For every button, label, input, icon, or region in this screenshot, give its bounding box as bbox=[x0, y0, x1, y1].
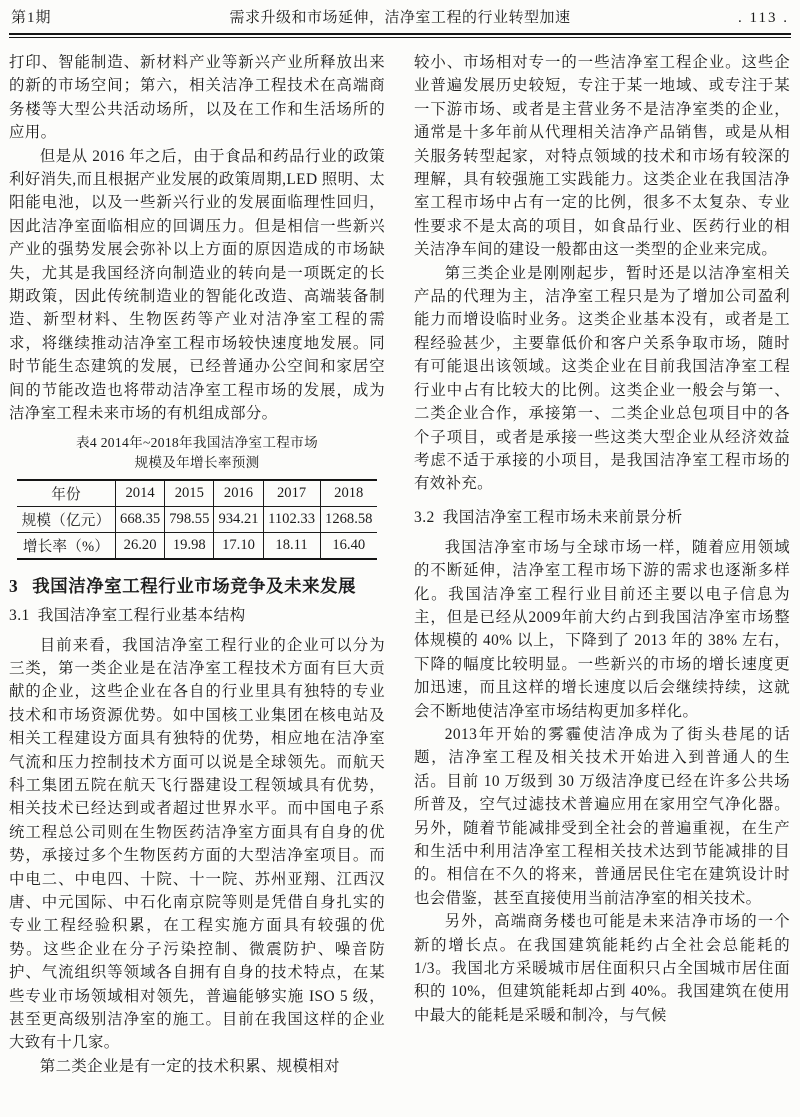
table-cell: 2018 bbox=[320, 480, 377, 507]
table-cell: 18.11 bbox=[263, 532, 320, 559]
paragraph-second-type-cont: 较小、市场相对专一的一些洁净室工程企业。这些企业普遍发展历史较短，专注于某一地域、或专注于某一下游市场、或者是主营业务不是洁净室类的企业，通常是十多年前从代理相关洁净产品销售，或是从相关服务转型起家，对特点领域的技术和市场有较深的理解，具有较强施工实践能力。这类企业在我国洁净室工程市场中占有一定的比例，很多不太复杂、专业性要求不是太高的项目，如食品行业、医药行业的相关洁净车间的建设一般都由这一类型的企业来完成。 bbox=[414, 54, 790, 259]
paragraph-continuation: 打印、智能制造、新材料产业等新兴产业所释放出来的新的市场空间；第六，相关洁净工程技术在高端商务楼等大型公共活动场所，以及在工作和生活场所的应用。 bbox=[9, 54, 385, 142]
table-cell: 17.10 bbox=[214, 532, 263, 559]
right-column bbox=[414, 51, 790, 1078]
section-3-heading bbox=[9, 573, 385, 599]
table-cell: 1268.58 bbox=[320, 506, 377, 532]
table-cell: 668.35 bbox=[116, 506, 165, 532]
table-cell: 1102.33 bbox=[263, 506, 320, 532]
table-row-scale bbox=[17, 506, 377, 532]
section-3-2-title: 我国洁净室工程市场未来前景分析 bbox=[442, 508, 683, 526]
table-row-growth bbox=[17, 532, 377, 559]
table-caption-line2: 规模及年增长率预测 bbox=[134, 454, 260, 470]
left-column bbox=[9, 51, 385, 1078]
paragraph-2016: 但是从 2016 年之后，由于食品和药品行业的政策利好消失,而且根据产业发展的政策周期,LED 照明、太阳能电池，以及一些新兴行业的发展面临理性回归，因此洁净室面临相应的回调压力。但是相信一些新兴产业的强势发展会弥补以上方面的原因造成的市场缺失，尤其是我国经济向制造业的转向是一项既定的长期政策，因此传统制造业的智能化改造、高端装备制造、新型材料、生物医药等产业对洁净室工程的需求，将继续推动洁净室工程市场较快速度地发展。同时节能生态建筑的发展，已经普通办公空间和家居空间的节能改造也将带动洁净室工程市场的发展，成为洁净室工程未来市场的有机组成部分。 bbox=[9, 147, 385, 423]
table-cell: 2017 bbox=[263, 480, 320, 507]
paragraph-three-types: 目前来看，我国洁净室工程行业的企业可以分为三类，第一类企业是在洁净室工程技术方面有巨大贡献的企业，这些企业在各自的行业里具有独特的专业技术和市场资源优势。如中国核工业集团在核电站及相关工程建设方面具有独特的优势，相应地在洁净室气流和压力控制技术方面可以说是全球领先。而航天科工集团五院在航天飞行器建设工程领域具有优势，相关技术已经达到或者超过世界水平。而中国电子系统工程总公司则在生物医药洁净室方面具有自身的优势，承接过多个生物医药方面的大型洁净室项目。而中电二、中电四、十院、十一院、苏州亚翔、江西汉唐、中元国际、中石化南京院等则是凭借自身扎实的专业工程经验积累，在工程实施方面具有较强的优势。这些企业在分子污染控制、微震防护、噪音防护、气流组织等领域各自拥有自身的技术特点，在某些专业市场领域相对领先，普遍能够实施 ISO 5 级，甚至更高级别洁净室的施工。目前在我国这样的企业大致有十几家。 bbox=[9, 636, 385, 1052]
table-cell: 934.21 bbox=[214, 506, 263, 532]
section-3-1-number: 3.1 bbox=[9, 606, 30, 624]
page-number: . 113 . bbox=[738, 10, 789, 26]
table-cell: 2015 bbox=[165, 480, 214, 507]
section-3-number: 3 bbox=[9, 575, 19, 596]
table-caption bbox=[9, 433, 385, 473]
section-3-1-title: 我国洁净室工程行业基本结构 bbox=[37, 606, 246, 624]
paper-title: 需求升级和市场延伸，洁净室工程的行业转型加速 bbox=[229, 10, 571, 26]
section-3-1-heading bbox=[9, 604, 385, 628]
table-row-header bbox=[17, 480, 377, 507]
table-caption-line1: 表4 2014年~2018年我国洁净室工程市场 bbox=[76, 434, 318, 450]
table-cell: 16.40 bbox=[320, 532, 377, 559]
table-cell: 年份 bbox=[51, 486, 81, 503]
issue-label: 第1期 bbox=[11, 10, 52, 26]
running-head bbox=[9, 6, 791, 30]
header-rule bbox=[9, 33, 791, 38]
table-cell: 2016 bbox=[214, 480, 263, 507]
section-3-2-heading bbox=[414, 506, 790, 530]
paragraph-third-type: 第三类企业是刚刚起步，暂时还是以洁净室相关产品的代理为主，洁净室工程只是为了增加公司盈利能力而增设临时业务。这类企业基本没有，或者是工程经验甚少，主要靠低价和客户关系争取市场，随时有可能退出该领域。这类企业在目前我国洁净室工程行业中占有比较大的比例。这类企业一般会与第一、二类企业合作，承接第一、二类企业总包项目中的各个子项目，或者是承接一些这类大型企业从经济效益考虑不适于承接的小项目，是我国洁净室工程市场的有效补充。 bbox=[414, 264, 790, 493]
table-cell: 19.98 bbox=[165, 532, 214, 559]
table-cell: 2014 bbox=[116, 480, 165, 507]
paragraph-smog: 2013年开始的雾霾使洁净成为了街头巷尾的话题，洁净室工程及相关技术开始进入到普通人的生活。目前 10 万级到 30 万级洁净度已经在许多公共场所普及，空气过滤技术普遍应用在家用空气净化器。另外，随着节能减排受到全社会的普遍重视，在生产和生活中利用洁净室工程相关技术达到节能减排的目的。相信在不久的将来，普通居民住宅在建筑设计时也会借鉴，甚至直接使用当前洁净室的相关技术。 bbox=[414, 725, 790, 907]
two-column-body bbox=[9, 51, 791, 1078]
table-cell: 26.20 bbox=[116, 532, 165, 559]
table-cell: 规模（亿元） bbox=[17, 506, 116, 532]
table-cell: 798.55 bbox=[165, 506, 214, 532]
paragraph-commercial: 另外，高端商务楼也可能是未来洁净市场的一个新的增长点。在我国建筑能耗约占全社会总能耗的 1/3。我国北方采暖城市居住面积只占全国城市居住面积的 10%，但建筑能耗却占到 40%。我国建筑在使用中最大的能耗是采暖和制冷，与气候 bbox=[414, 913, 790, 1024]
table-cell: 增长率（%） bbox=[17, 532, 116, 559]
paragraph-prospect: 我国洁净室市场与全球市场一样，随着应用领域的不断延伸，洁净室工程市场下游的需求也逐渐多样化。我国洁净室工程行业目前还主要以电子信息为主，但是已经从2009年前大约占到我国洁净室市场整体规模的 40% 以上，下降到了 2013 年的 38% 左右，下降的幅度比较明显。一些新兴的市场的增长速度更加迅速，而且这样的增长速度以后会继续持续，这就会不断地使洁净室市场结构更加多样化。 bbox=[414, 538, 790, 720]
paragraph-second-type-start: 第二类企业是有一定的技术积累、规模相对 bbox=[39, 1057, 340, 1075]
market-forecast-table bbox=[17, 479, 377, 560]
section-3-title: 我国洁净室工程行业市场竞争及未来发展 bbox=[32, 575, 357, 596]
section-3-2-number: 3.2 bbox=[414, 508, 435, 526]
